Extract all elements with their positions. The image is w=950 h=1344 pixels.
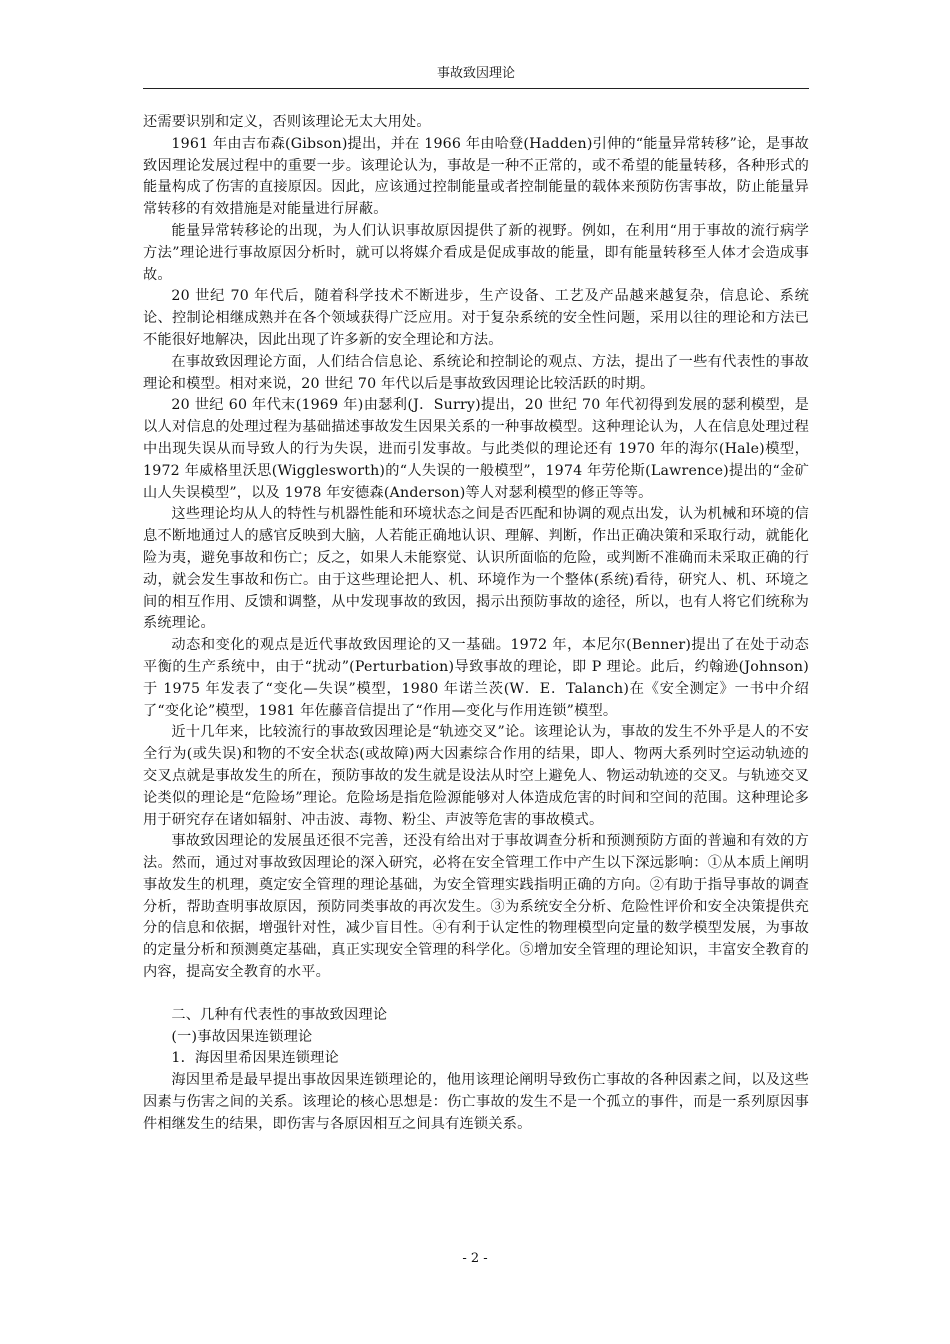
paragraph: 20 世纪 70 年代后，随着科学技术不断进步，生产设备、工艺及产品越来越复杂，信息论、系统论、控制论相继成熟并在各个领域获得广泛应用。对于复杂系统的安全性问题，采用以往的理论和方法已不能很好地解决，因此出现了许多新的安全理论和方法。 [143, 288, 809, 348]
document-body [143, 112, 809, 1136]
page-number: - 2 - [462, 1251, 488, 1266]
paragraph: 近十几年来，比较流行的事故致因理论是“轨迹交叉”论。该理论认为，事故的发生不外乎是人的不安全行为(或失误)和物的不安全状态(或故障)两大因素综合作用的结果，即人、物两大系列时空运动轨迹的交叉点就是事故发生的所在，预防事故的发生就是设法从时空上避免人、物运动轨迹的交叉。与轨迹交叉论类似的理论是“危险场”理论。危险场是指危险源能够对人体造成危害的时间和空间的范围。这种理论多用于研究存在诸如辐射、冲击波、毒物、粉尘、声波等危害的事故模式。 [143, 724, 809, 828]
paragraph: 1961 年由吉布森(Gibson)提出，并在 1966 年由哈登(Hadden)引伸的“能量异常转移”论，是事故致因理论发展过程中的重要一步。该理论认为，事故是一种不正常的，或不希望的能量转移，各种形式的能量构成了伤害的直接原因。因此，应该通过控制能量或者控制能量的载体来预防伤害事故，防止能量异常转移的有效措施是对能量进行屏蔽。 [143, 135, 809, 218]
section-heading: 二、几种有代表性的事故致因理论 [171, 1006, 388, 1023]
header-title: 事故致因理论 [436, 66, 515, 81]
paragraph: 事故致因理论的发展虽还很不完善，还没有给出对于事故调查分析和预测预防方面的普遍和有效的方法。然而，通过对事故致因理论的深入研究，必将在安全管理工作中产生以下深远影响：①从本质上阐明事故发生的机理，奠定安全管理的理论基础，为安全管理实践指明正确的方向。②有助于指导事故的调查分析，帮助查明事故原因，预防同类事故的再次发生。③为系统安全分析、危险性评价和安全决策提供充分的信息和依据，增强针对性，减少盲目性。④有利于认定性的物理模型向定量的数学模型发展，为事故的定量分析和预测奠定基础，真正实现安全管理的科学化。⑤增加安全管理的理论知识，丰富安全教育的内容，提高安全教育的水平。 [143, 833, 809, 981]
paragraph: 还需要识别和定义，否则该理论无太大用处。 [143, 114, 431, 130]
paragraph: 这些理论均从人的特性与机器性能和环境状态之间是否匹配和协调的观点出发，认为机械和环境的信息不断地通过人的感官反映到大脑，人若能正确地认识、理解、判断，作出正确决策和采取行动，就能化险为夷，避免事故和伤亡；反之，如果人未能察觉、认识所面临的危险，或判断不准确而未采取正确的行动，就会发生事故和伤亡。由于这些理论把人、机、环境作为一个整体(系统)看待，研究人、机、环境之间的相互作用、反馈和调整，从中发现事故的致因，揭示出预防事故的途径，所以，也有人将它们统称为系统理论。 [143, 506, 809, 632]
item-heading: 1．海因里希因果连锁理论 [171, 1050, 339, 1067]
paragraph: 20 世纪 60 年代末(1969 年)由瑟利(J．Surry)提出，20 世纪 70 年代初得到发展的瑟利模型，是以人对信息的处理过程为基础描述事故发生因果关系的一种事故模型。这种理论认为，人在信息处理过程中出现失误从而导致人的行为失误，进而引发事故。与此类似的理论还有 1970 年的海尔(Hale)模型，1972 年威格里沃思(Wigglesworth)的“人失误的一般模型”，1974 年劳伦斯(Lawrence)提出的“金矿山人失误模型”，以及 1978 年安德森(Anderson)等人对瑟利模型的修正等等。 [143, 397, 809, 501]
paragraph: 海因里希是最早提出事故因果连锁理论的，他用该理论阐明导致伤亡事故的各种因素之间，以及这些因素与伤害之间的关系。该理论的核心思想是：伤亡事故的发生不是一个孤立的事件，而是一系列原因事件相继发生的结果，即伤害与各原因相互之间具有连锁关系。 [143, 1072, 809, 1132]
subsection-heading: (一)事故因果连锁理论 [171, 1028, 313, 1045]
page-header [143, 66, 809, 89]
paragraph: 在事故致因理论方面，人们结合信息论、系统论和控制论的观点、方法，提出了一些有代表性的事故理论和模型。相对来说，20 世纪 70 年代以后是事故致因理论比较活跃的时期。 [143, 353, 809, 392]
paragraph: 能量异常转移论的出现，为人们认识事故原因提供了新的视野。例如，在利用“用于事故的流行病学方法”理论进行事故原因分析时，就可以将媒介看成是促成事故的能量，即有能量转移至人体才会造成事故。 [143, 222, 809, 283]
paragraph: 动态和变化的观点是近代事故致因理论的又一基础。1972 年，本尼尔(Benner)提出了在处于动态平衡的生产系统中，由于“扰动”(Perturbation)导致事故的理论，即 P 理论。此后，约翰逊(Johnson)于 1975 年发表了“变化—失误”模型，1980 年诺兰茨(W．E．Talanch)在《安全测定》一书中介绍了“变化论”模型，1981 年佐藤音信提出了“作用—变化与作用连锁”模型。 [143, 637, 809, 719]
